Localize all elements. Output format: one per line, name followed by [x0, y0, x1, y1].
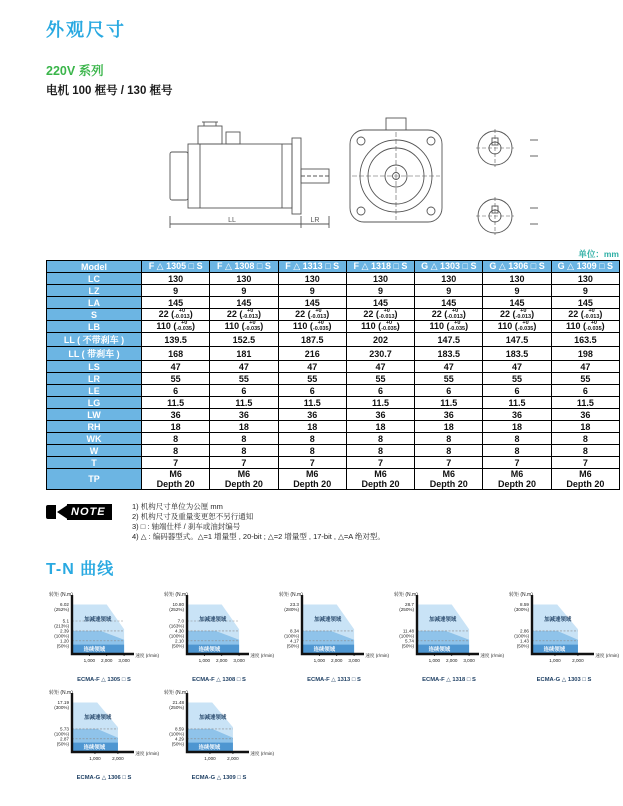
table-cell: 9: [551, 285, 619, 297]
table-cell: 7: [210, 457, 278, 469]
svg-text:速度 (r/min): 速度 (r/min): [250, 751, 274, 756]
model-column-header: F △ 1308 □ S: [210, 261, 278, 273]
svg-text:转矩 (N.m): 转矩 (N.m): [279, 592, 303, 598]
svg-text:加减速领域: 加减速领域: [314, 617, 342, 623]
table-cell: 187.5: [278, 333, 346, 347]
note-line: 4) △ : 编码器型式。△=1 增量型 , 20-bit ; △=2 增量型 , 17-bit , △=A 绝对型。: [132, 532, 385, 541]
row-label: LW: [47, 409, 142, 421]
table-cell: 47: [346, 361, 414, 373]
model-column-header: F △ 1318 □ S: [346, 261, 414, 273]
table-cell: 202: [346, 333, 414, 347]
bolt-hole: [427, 137, 435, 145]
table-cell: 8: [278, 445, 346, 457]
table-cell: 22 ( +0 -0.013 ): [346, 309, 414, 321]
table-cell: M6 Depth 20: [551, 469, 619, 490]
svg-text:2,000: 2,000: [445, 658, 458, 663]
tn-chart: [275, 590, 390, 685]
model-header: Model: [47, 261, 142, 273]
table-cell: 145: [551, 297, 619, 309]
svg-text:8.59(100%): 8.59 (100%): [169, 726, 184, 737]
table-cell: 168: [142, 347, 210, 361]
note-line: 3) □ : 轴端仕样 / 刹车或油封编号: [132, 522, 241, 531]
model-column-header: G △ 1306 □ S: [483, 261, 551, 273]
table-cell: 55: [551, 373, 619, 385]
svg-text:转矩 (N.m): 转矩 (N.m): [164, 592, 188, 598]
svg-text:1,000: 1,000: [198, 658, 211, 663]
svg-text:3,000: 3,000: [348, 658, 360, 663]
table-cell: 145: [483, 297, 551, 309]
model-column-header: G △ 1303 □ S: [415, 261, 483, 273]
table-cell: 22 ( +0 -0.013 ): [278, 309, 346, 321]
table-cell: 18: [210, 421, 278, 433]
table-cell: 18: [278, 421, 346, 433]
table-cell: 8: [142, 433, 210, 445]
table-row: [47, 333, 620, 347]
table-cell: 9: [346, 285, 414, 297]
svg-text:2.10(50%): 2.10 (50%): [171, 638, 184, 649]
table-cell: 47: [142, 361, 210, 373]
row-label: WK: [47, 433, 142, 445]
tn-chart: [390, 590, 505, 685]
table-cell: 9: [278, 285, 346, 297]
model-column-header: G △ 1309 □ S: [551, 261, 619, 273]
table-cell: 9: [483, 285, 551, 297]
svg-text:速度 (r/min): 速度 (r/min): [480, 653, 504, 658]
table-cell: 18: [346, 421, 414, 433]
svg-text:4.17(50%): 4.17 (50%): [286, 638, 299, 649]
svg-text:23.3(280%): 23.3 (280%): [284, 602, 299, 612]
page-title: 外观尺寸: [46, 20, 126, 40]
row-label: LA: [47, 297, 142, 309]
svg-text:2,000: 2,000: [227, 756, 239, 761]
svg-text:5.1(213%): 5.1 (213%): [54, 618, 69, 629]
table-cell: 55: [142, 373, 210, 385]
table-cell: 147.5: [483, 333, 551, 347]
table-cell: 110 ( +0 -0.035 ): [483, 321, 551, 333]
svg-text:连续领域: 连续领域: [198, 646, 221, 653]
table-cell: 22 ( +0 -0.013 ): [210, 309, 278, 321]
tn-chart-row-2: [45, 688, 275, 783]
table-cell: 18: [483, 421, 551, 433]
table-row: [47, 457, 620, 469]
svg-text:1,000: 1,000: [83, 658, 96, 663]
svg-text:ECMA-F △ 1318 □ S: ECMA-F △ 1318 □ S: [422, 677, 476, 683]
svg-text:8.34(100%): 8.34 (100%): [284, 628, 299, 639]
connector-block-small: [226, 132, 240, 144]
svg-text:4.29(50%): 4.29 (50%): [171, 736, 184, 747]
table-cell: 8: [278, 433, 346, 445]
table-cell: 11.5: [415, 397, 483, 409]
table-cell: 6: [415, 385, 483, 397]
tn-chart-svg: [505, 590, 620, 685]
table-cell: 11.5: [346, 397, 414, 409]
table-cell: 145: [278, 297, 346, 309]
table-cell: 36: [210, 409, 278, 421]
svg-text:28.7(250%): 28.7 (250%): [399, 602, 414, 612]
table-cell: 183.5: [415, 347, 483, 361]
svg-text:1,000: 1,000: [313, 658, 326, 663]
svg-text:3,000: 3,000: [233, 658, 245, 663]
row-label: S: [47, 309, 142, 321]
table-cell: 22 ( +0 -0.013 ): [551, 309, 619, 321]
tn-chart-svg: [390, 590, 505, 685]
table-cell: 139.5: [142, 333, 210, 347]
table-cell: 7: [346, 457, 414, 469]
table-cell: 8: [415, 433, 483, 445]
svg-text:连续领域: 连续领域: [313, 646, 336, 653]
table-cell: 110 ( +0 -0.035 ): [551, 321, 619, 333]
table-cell: 18: [415, 421, 483, 433]
svg-text:ECMA-G △ 1303 □ S: ECMA-G △ 1303 □ S: [536, 677, 592, 683]
table-cell: 6: [346, 385, 414, 397]
table-cell: 8: [483, 433, 551, 445]
table-cell: 9: [142, 285, 210, 297]
pencil-icon: [46, 505, 56, 519]
svg-text:连续领域: 连续领域: [428, 646, 451, 653]
svg-text:11.48(100%): 11.48 (100%): [399, 628, 414, 639]
motor-body: [188, 144, 292, 208]
tn-chart-row-1: [45, 590, 620, 685]
tn-chart: [160, 688, 275, 783]
svg-text:2,000: 2,000: [100, 658, 113, 663]
table-cell: 36: [415, 409, 483, 421]
table-cell: 22 ( +0 -0.013 ): [142, 309, 210, 321]
table-cell: 152.5: [210, 333, 278, 347]
table-row: [47, 397, 620, 409]
svg-text:7.0(163%): 7.0 (163%): [169, 618, 184, 629]
table-cell: 7: [483, 457, 551, 469]
table-row: [47, 445, 620, 457]
tn-chart-svg: [45, 590, 160, 685]
table-cell: 7: [415, 457, 483, 469]
svg-text:1.20(50%): 1.20 (50%): [56, 638, 69, 649]
table-cell: 47: [483, 361, 551, 373]
svg-text:转矩 (N.m): 转矩 (N.m): [49, 592, 73, 598]
table-cell: M6 Depth 20: [483, 469, 551, 490]
table-cell: 130: [415, 273, 483, 285]
svg-text:1.43(50%): 1.43 (50%): [516, 638, 529, 649]
model-column-header: F △ 1313 □ S: [278, 261, 346, 273]
table-row: [47, 469, 620, 490]
tn-chart-svg: [160, 688, 275, 783]
tn-chart-svg: [45, 688, 160, 783]
table-cell: 11.5: [210, 397, 278, 409]
table-cell: 198: [551, 347, 619, 361]
svg-text:ECMA-F △ 1305 □ S: ECMA-F △ 1305 □ S: [77, 677, 131, 683]
tn-chart-svg: [160, 590, 275, 685]
table-cell: M6 Depth 20: [415, 469, 483, 490]
row-label: LC: [47, 273, 142, 285]
table-cell: 55: [210, 373, 278, 385]
table-cell: 230.7: [346, 347, 414, 361]
tn-curve-title: T-N 曲线: [46, 561, 115, 578]
table-cell: M6 Depth 20: [210, 469, 278, 490]
svg-text:转矩 (N.m): 转矩 (N.m): [49, 690, 73, 696]
series-label: 220V 系列: [46, 64, 104, 78]
table-cell: 11.5: [551, 397, 619, 409]
svg-text:17.19(300%): 17.19 (300%): [54, 700, 69, 710]
note-icon: [46, 501, 124, 522]
table-cell: 47: [415, 361, 483, 373]
dimension-table: [46, 260, 620, 490]
table-cell: 110 ( +0 -0.035 ): [210, 321, 278, 333]
table-cell: 8: [346, 445, 414, 457]
table-cell: 36: [483, 409, 551, 421]
tn-chart: [45, 590, 160, 685]
svg-text:加减速领域: 加减速领域: [84, 617, 112, 623]
table-cell: 18: [551, 421, 619, 433]
flange-plate: [292, 138, 301, 214]
table-cell: 6: [483, 385, 551, 397]
svg-text:1,000: 1,000: [89, 756, 101, 761]
table-cell: 145: [142, 297, 210, 309]
table-cell: 55: [278, 373, 346, 385]
table-cell: 163.5: [551, 333, 619, 347]
svg-text:1,000: 1,000: [428, 658, 441, 663]
svg-text:2.87(50%): 2.87 (50%): [56, 736, 69, 747]
svg-text:ECMA-F △ 1313 □ S: ECMA-F △ 1313 □ S: [307, 677, 361, 683]
table-cell: 6: [551, 385, 619, 397]
svg-text:ECMA-F △ 1308 □ S: ECMA-F △ 1308 □ S: [192, 677, 246, 683]
table-cell: 8: [483, 445, 551, 457]
table-cell: 130: [551, 273, 619, 285]
table-row: [47, 385, 620, 397]
bolt-hole: [357, 137, 365, 145]
table-cell: 47: [551, 361, 619, 373]
table-cell: 18: [142, 421, 210, 433]
table-cell: 8: [415, 445, 483, 457]
motor-rear-cap: [170, 152, 188, 200]
model-column-header: F △ 1305 □ S: [142, 261, 210, 273]
table-row: [47, 373, 620, 385]
svg-text:2.86(100%): 2.86 (100%): [514, 628, 529, 639]
row-label: LL ( 带刹车 ): [47, 347, 142, 361]
note-badge: NOTE: [67, 504, 112, 520]
table-cell: 7: [551, 457, 619, 469]
tn-chart: [505, 590, 620, 685]
dim-label-lr: LR: [310, 217, 320, 224]
svg-text:加减速领域: 加减速领域: [199, 715, 227, 721]
table-cell: 7: [278, 457, 346, 469]
table-row: [47, 433, 620, 445]
svg-text:21.48(250%): 21.48 (250%): [169, 700, 184, 710]
connector-block: [198, 126, 222, 144]
svg-text:8.59(300%): 8.59 (300%): [514, 602, 529, 612]
table-cell: 145: [415, 297, 483, 309]
svg-text:连续领域: 连续领域: [83, 744, 106, 751]
table-cell: 22 ( +0 -0.013 ): [415, 309, 483, 321]
svg-text:5.73(100%): 5.73 (100%): [54, 726, 69, 737]
bolt-hole: [357, 207, 365, 215]
table-cell: 11.5: [483, 397, 551, 409]
table-cell: 110 ( +0 -0.035 ): [142, 321, 210, 333]
tn-chart: [45, 688, 160, 783]
svg-text:加减速领域: 加减速领域: [199, 617, 227, 623]
row-label: RH: [47, 421, 142, 433]
table-cell: 181: [210, 347, 278, 361]
table-cell: 8: [346, 433, 414, 445]
table-cell: 216: [278, 347, 346, 361]
table-cell: 36: [142, 409, 210, 421]
row-label: TP: [47, 469, 142, 490]
table-cell: 22 ( +0 -0.013 ): [483, 309, 551, 321]
svg-text:转矩 (N.m): 转矩 (N.m): [509, 592, 533, 598]
table-cell: 8: [210, 445, 278, 457]
table-cell: 6: [142, 385, 210, 397]
svg-text:连续领域: 连续领域: [198, 744, 221, 751]
svg-text:10.80(252%): 10.80 (252%): [169, 602, 184, 612]
svg-text:速度 (r/min): 速度 (r/min): [135, 751, 159, 756]
svg-text:4.30(100%): 4.30 (100%): [169, 628, 184, 639]
table-header-row: [47, 261, 620, 273]
svg-text:1,000: 1,000: [549, 658, 561, 663]
table-row: [47, 409, 620, 421]
bolt-hole: [427, 207, 435, 215]
svg-text:连续领域: 连续领域: [83, 646, 106, 653]
svg-text:转矩 (N.m): 转矩 (N.m): [164, 690, 188, 696]
row-label: LG: [47, 397, 142, 409]
row-label: T: [47, 457, 142, 469]
row-label: LZ: [47, 285, 142, 297]
svg-text:速度 (r/min): 速度 (r/min): [365, 653, 389, 658]
svg-text:速度 (r/min): 速度 (r/min): [250, 653, 274, 658]
svg-text:速度 (r/min): 速度 (r/min): [595, 653, 619, 658]
table-cell: 183.5: [483, 347, 551, 361]
table-cell: 36: [551, 409, 619, 421]
unit-label: 单位：mm: [578, 249, 619, 259]
table-cell: 130: [210, 273, 278, 285]
svg-text:速度 (r/min): 速度 (r/min): [135, 653, 159, 658]
table-cell: 8: [551, 445, 619, 457]
dimension-drawing: [150, 112, 570, 252]
table-cell: 36: [346, 409, 414, 421]
table-cell: 8: [551, 433, 619, 445]
table-row: [47, 321, 620, 333]
row-label: LS: [47, 361, 142, 373]
svg-text:ECMA-G △ 1309 □ S: ECMA-G △ 1309 □ S: [191, 775, 247, 781]
svg-text:5.74(50%): 5.74 (50%): [401, 638, 414, 649]
table-cell: 11.5: [142, 397, 210, 409]
table-cell: M6 Depth 20: [346, 469, 414, 490]
table-cell: 36: [278, 409, 346, 421]
dim-label-ll: LL: [228, 217, 236, 224]
note-line: 1) 机构尺寸单位为公厘 mm: [132, 502, 223, 511]
table-cell: 55: [415, 373, 483, 385]
svg-text:3,000: 3,000: [118, 658, 130, 663]
row-label: LB: [47, 321, 142, 333]
table-row: [47, 347, 620, 361]
svg-text:6.02(252%): 6.02 (252%): [54, 602, 69, 612]
svg-text:加减速领域: 加减速领域: [544, 617, 572, 623]
table-cell: M6 Depth 20: [142, 469, 210, 490]
row-label: LL ( 不带刹车 ): [47, 333, 142, 347]
tn-chart-svg: [275, 590, 390, 685]
table-cell: 9: [415, 285, 483, 297]
svg-text:ECMA-G △ 1306 □ S: ECMA-G △ 1306 □ S: [76, 775, 132, 781]
table-cell: 130: [278, 273, 346, 285]
svg-text:连续领域: 连续领域: [543, 646, 566, 653]
table-cell: 9: [210, 285, 278, 297]
motor-drawing-svg: [150, 112, 570, 252]
table-cell: M6 Depth 20: [278, 469, 346, 490]
table-cell: 47: [278, 361, 346, 373]
note-lines: [132, 501, 385, 542]
note-block: [46, 501, 606, 542]
table-cell: 110 ( +0 -0.035 ): [415, 321, 483, 333]
table-row: [47, 273, 620, 285]
svg-text:2,000: 2,000: [112, 756, 124, 761]
row-label: LE: [47, 385, 142, 397]
table-cell: 11.5: [278, 397, 346, 409]
svg-text:2,000: 2,000: [330, 658, 343, 663]
svg-text:2,000: 2,000: [215, 658, 228, 663]
table-cell: 8: [210, 433, 278, 445]
table-row: [47, 421, 620, 433]
table-cell: 55: [483, 373, 551, 385]
table-cell: 130: [483, 273, 551, 285]
table-cell: 130: [142, 273, 210, 285]
table-row: [47, 297, 620, 309]
front-connector: [386, 118, 406, 130]
row-label: W: [47, 445, 142, 457]
table-row: [47, 285, 620, 297]
table-cell: 147.5: [415, 333, 483, 347]
svg-text:加减速领域: 加减速领域: [429, 617, 457, 623]
table-cell: 47: [210, 361, 278, 373]
table-cell: 55: [346, 373, 414, 385]
tn-chart: [160, 590, 275, 685]
table-cell: 110 ( +0 -0.035 ): [278, 321, 346, 333]
svg-text:2.39(100%): 2.39 (100%): [54, 628, 69, 639]
table-row: [47, 361, 620, 373]
table-cell: 6: [210, 385, 278, 397]
table-cell: 145: [210, 297, 278, 309]
svg-text:加减速领域: 加减速领域: [84, 715, 112, 721]
table-cell: 7: [142, 457, 210, 469]
svg-text:2,000: 2,000: [572, 658, 584, 663]
frame-subtitle: 电机 100 框号 / 130 框号: [46, 85, 173, 97]
row-label: LR: [47, 373, 142, 385]
table-cell: 6: [278, 385, 346, 397]
table-cell: 145: [346, 297, 414, 309]
table-row: [47, 309, 620, 321]
table-cell: 8: [142, 445, 210, 457]
svg-text:转矩 (N.m): 转矩 (N.m): [394, 592, 418, 598]
note-line: 2) 机构尺寸及重量变更恕不另行通知: [132, 512, 254, 521]
table-cell: 110 ( +0 -0.035 ): [346, 321, 414, 333]
table-cell: 130: [346, 273, 414, 285]
svg-text:3,000: 3,000: [463, 658, 475, 663]
svg-text:1,000: 1,000: [204, 756, 216, 761]
